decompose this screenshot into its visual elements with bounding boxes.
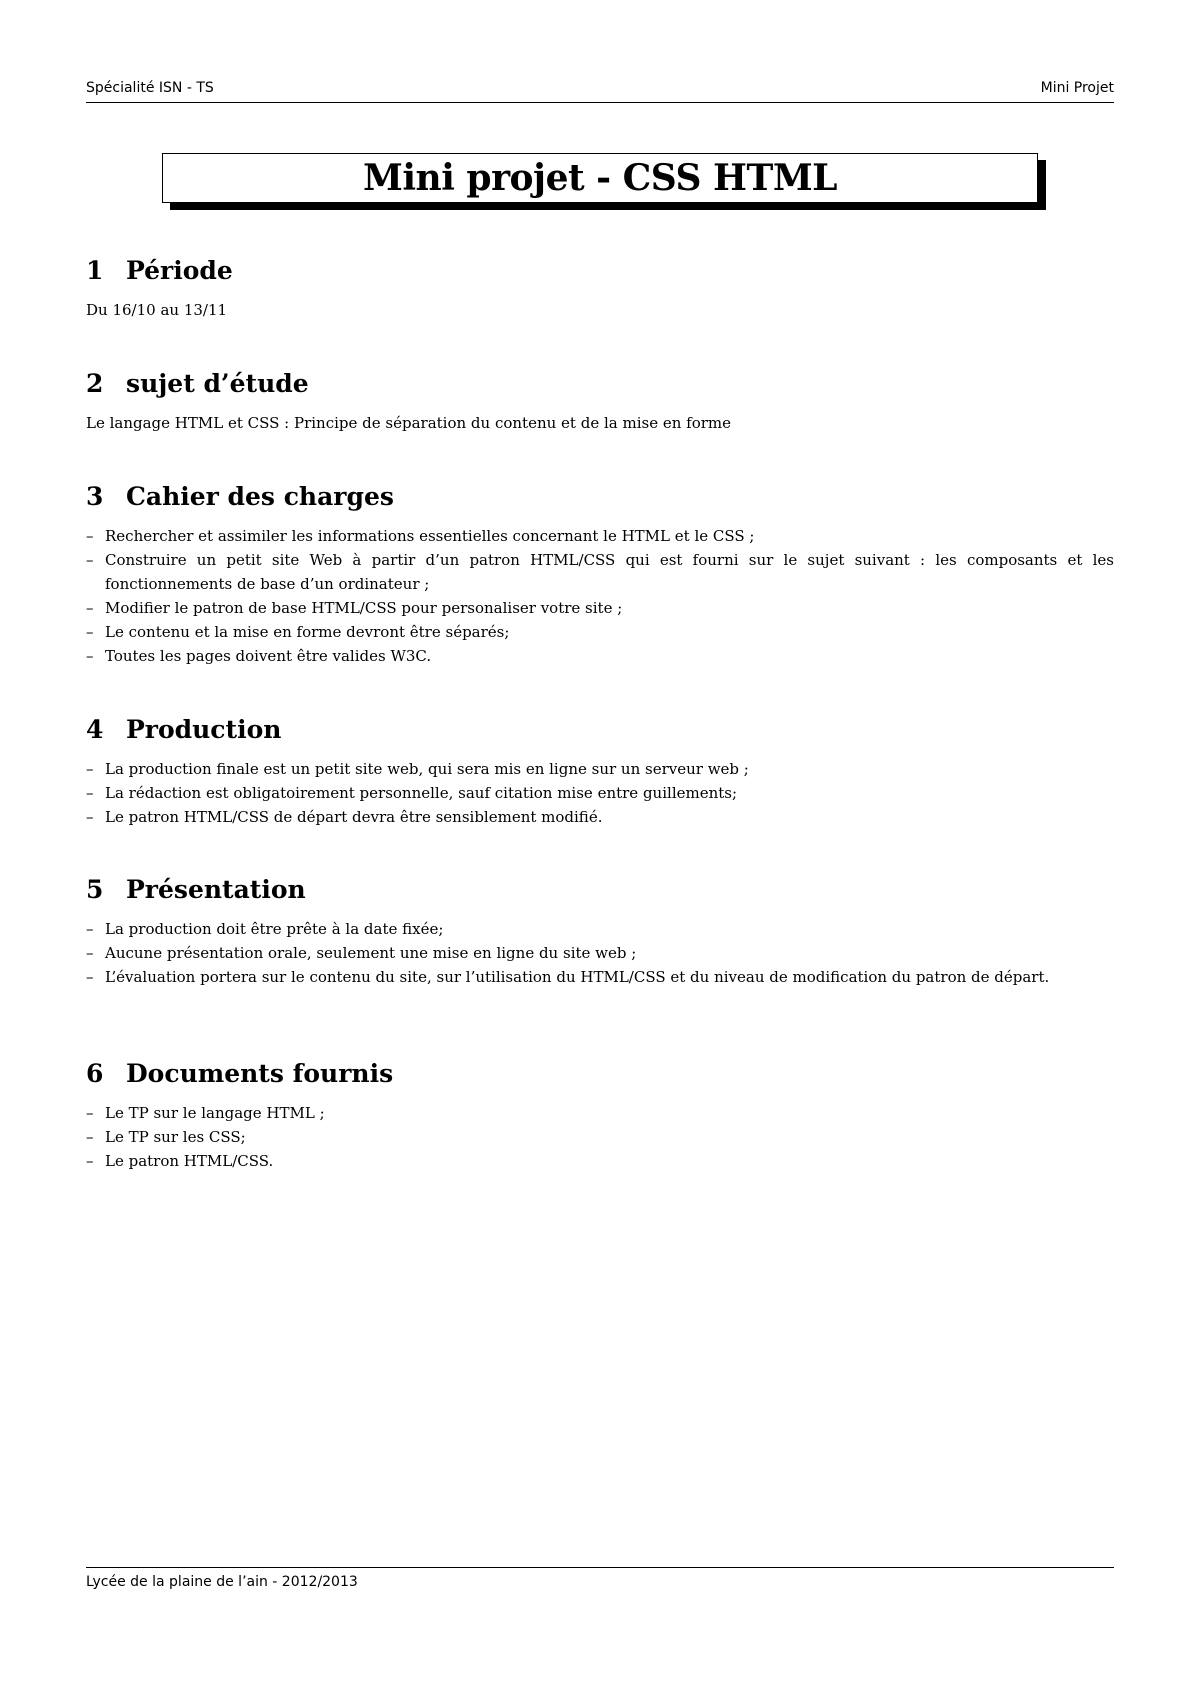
section-sujet (86, 367, 1114, 435)
section-number: 6 (86, 1059, 104, 1088)
list-item: – Le patron HTML/CSS. (86, 1149, 1114, 1173)
section-number: 5 (86, 875, 104, 904)
list-item: – La rédaction est obligatoirement personnelle, sauf citation mise entre guillements; (86, 781, 1114, 805)
header-right: Mini Projet (1040, 80, 1114, 96)
section-heading (86, 480, 1114, 514)
list-item: – L’évaluation portera sur le contenu du site, sur l’utilisation du HTML/CSS et du niveau de modification du patron de départ. (86, 965, 1114, 989)
section-heading (86, 713, 1114, 747)
section-title: Cahier des charges (126, 482, 394, 511)
title-box (162, 153, 1038, 203)
section-production (86, 713, 1114, 829)
list-item: – Aucune présentation orale, seulement une mise en ligne du site web ; (86, 941, 1114, 965)
list-item: – Rechercher et assimiler les informations essentielles concernant le HTML et le CSS ; (86, 524, 1114, 548)
bullet-list (86, 524, 1114, 668)
section-periode (86, 254, 1114, 322)
list-item: – La production finale est un petit site web, qui sera mis en ligne sur un serveur web ; (86, 757, 1114, 781)
list-item: – Le TP sur le langage HTML ; (86, 1101, 1114, 1125)
section-text: Le langage HTML et CSS : Principe de séparation du contenu et de la mise en forme (86, 414, 731, 432)
section-number: 4 (86, 715, 104, 744)
section-title: Production (126, 715, 282, 744)
section-title: Présentation (126, 875, 306, 904)
bullet-list (86, 1101, 1114, 1173)
list-item: – Toutes les pages doivent être valides W3C. (86, 644, 1114, 668)
section-documents (86, 1057, 1114, 1173)
list-item: – Le patron HTML/CSS de départ devra être sensiblement modifié. (86, 805, 1114, 829)
list-item: – Le contenu et la mise en forme devront être séparés; (86, 620, 1114, 644)
section-heading (86, 254, 1114, 288)
section-number: 1 (86, 256, 104, 285)
document-title: Mini projet - CSS HTML (363, 157, 837, 199)
section-title: sujet d’étude (126, 369, 309, 398)
section-number: 2 (86, 369, 104, 398)
section-text: Du 16/10 au 13/11 (86, 301, 228, 319)
section-number: 3 (86, 482, 104, 511)
section-heading (86, 873, 1114, 907)
section-title: Documents fournis (126, 1059, 394, 1088)
list-item: – La production doit être prête à la date fixée; (86, 917, 1114, 941)
section-title: Période (126, 256, 233, 285)
page-header (86, 80, 1114, 103)
section-heading (86, 367, 1114, 401)
page-footer (86, 1567, 1114, 1590)
section-cahier (86, 480, 1114, 668)
bullet-list (86, 917, 1114, 989)
list-item: – Construire un petit site Web à partir d’un patron HTML/CSS qui est fourni sur le sujet suivant : les composants et les fonctionnements de base d’un ordinateur ; (86, 548, 1114, 596)
section-heading (86, 1057, 1114, 1091)
footer-text: Lycée de la plaine de l’ain - 2012/2013 (86, 1574, 358, 1590)
section-presentation (86, 873, 1114, 989)
header-left: Spécialité ISN - TS (86, 80, 214, 96)
list-item: – Modifier le patron de base HTML/CSS pour personaliser votre site ; (86, 596, 1114, 620)
list-item: – Le TP sur les CSS; (86, 1125, 1114, 1149)
bullet-list (86, 757, 1114, 829)
